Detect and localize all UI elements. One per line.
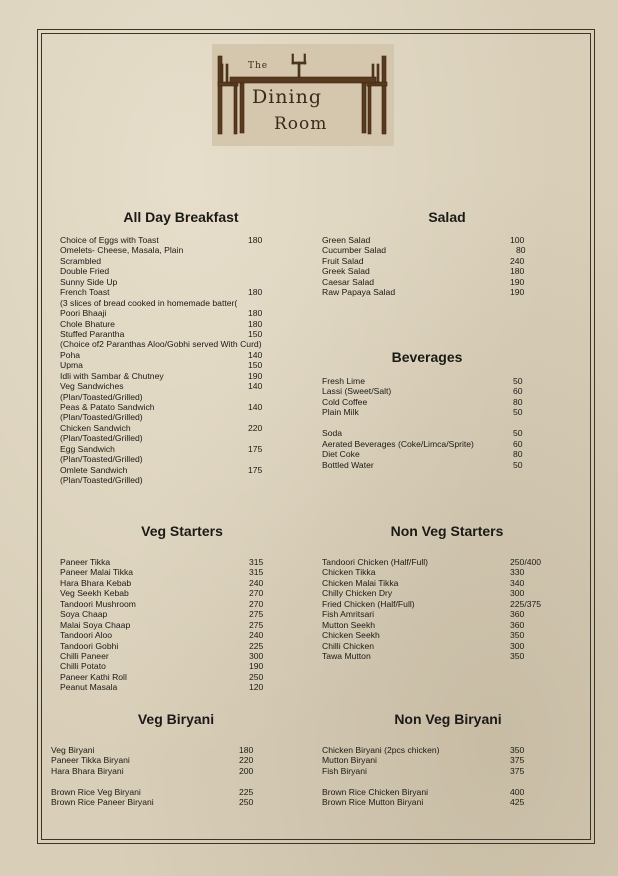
menu-item (60, 475, 280, 485)
menu-item (322, 766, 552, 776)
veg-starters-list (60, 557, 280, 693)
item-price: 375 (510, 765, 525, 776)
heading-all-day-breakfast: All Day Breakfast (123, 209, 239, 225)
menu-item (60, 381, 280, 391)
menu-item (60, 329, 280, 339)
item-price: 100 (510, 235, 525, 245)
item-price: 140 (248, 402, 263, 412)
menu-item (322, 609, 552, 619)
item-name: Poori Bhaaji (60, 308, 107, 319)
menu-item (322, 630, 552, 640)
menu-item (51, 755, 281, 765)
item-name: Chilly Chicken Dry (322, 588, 393, 599)
item-name: Tandoori Aloo (60, 630, 113, 641)
item-name: Fish Biryani (322, 765, 367, 776)
menu-item (322, 256, 532, 266)
item-name: Fish Amritsari (322, 609, 375, 620)
item-price: 315 (249, 557, 264, 567)
item-price: 180 (248, 318, 263, 329)
item-name: Brown Rice Veg Biryani (51, 786, 141, 797)
item-name: Paneer Tikka Biryani (51, 755, 130, 766)
dining-room-logo (212, 44, 394, 146)
menu-item (322, 376, 532, 386)
item-name: Diet Coke (322, 449, 360, 460)
item-price: 275 (249, 619, 264, 630)
item-name: Mutton Seekh (322, 619, 376, 630)
item-price: 50 (513, 407, 523, 418)
item-name: Aerated Beverages (Coke/Limca/Sprite) (322, 438, 474, 449)
item-price: 225 (249, 640, 264, 651)
menu-item (322, 641, 552, 651)
menu-item (322, 418, 532, 428)
menu-item (60, 620, 280, 630)
item-name: Double Fried (60, 266, 110, 277)
item-name: Hara Bhara Biryani (51, 765, 124, 776)
menu-item (322, 588, 552, 598)
menu-item (60, 465, 280, 475)
item-price: 80 (513, 449, 523, 460)
menu-item (60, 371, 280, 381)
menu-item (322, 557, 552, 567)
menu-item (60, 609, 280, 619)
menu-item (60, 245, 280, 255)
item-name: Upma (60, 360, 83, 371)
heading-non-veg-biryani: Non Veg Biryani (394, 711, 502, 727)
non-veg-biryani-list (322, 745, 552, 808)
salad-list (322, 235, 532, 298)
menu-item (60, 266, 280, 276)
item-name: Stuffed Parantha (60, 328, 125, 339)
item-price: 175 (248, 464, 263, 475)
item-name: Choice of Eggs with Toast (60, 235, 159, 245)
item-name: Fruit Salad (322, 255, 364, 266)
menu-item (60, 578, 280, 588)
menu-item (322, 578, 552, 588)
item-price: 60 (513, 438, 523, 449)
menu-item (51, 766, 281, 776)
menu-item (60, 682, 280, 692)
heading-beverages: Beverages (391, 349, 463, 365)
item-name: Soya Chaap (60, 609, 108, 620)
item-price: 200 (239, 765, 254, 776)
item-name: Tandoori Mushroom (60, 598, 136, 609)
item-price: 140 (248, 349, 263, 360)
item-name: Malai Soya Chaap (60, 619, 131, 630)
item-price: 140 (248, 381, 263, 392)
menu-item (322, 745, 552, 755)
item-price: 360 (510, 619, 525, 630)
item-name: Chilli Chicken (322, 640, 375, 651)
item-name: Paneer Kathi Roll (60, 671, 127, 682)
item-price: 350 (510, 745, 525, 755)
item-price: 240 (249, 630, 264, 641)
item-price: 180 (248, 235, 263, 245)
item-name: Fresh Lime (322, 376, 365, 386)
item-name: Green Salad (322, 235, 371, 245)
heading-veg-starters: Veg Starters (141, 523, 223, 539)
menu-item (60, 402, 280, 412)
item-name: Greek Salad (322, 266, 370, 277)
item-price: 190 (248, 370, 263, 381)
item-price: 250/400 (510, 557, 542, 567)
non-veg-starters-list (322, 557, 552, 661)
item-name: Veg Seekh Kebab (60, 588, 129, 599)
item-name: Mutton Biryani (322, 755, 377, 766)
item-name: (Plan/Toasted/Grilled) (60, 454, 143, 465)
logo-room-text: Room (274, 114, 328, 134)
item-name: Cucumber Salad (322, 245, 387, 256)
item-price: 300 (249, 650, 264, 661)
item-price: 330 (510, 567, 525, 578)
item-price: 50 (513, 459, 523, 470)
item-price: 80 (516, 245, 526, 256)
menu-item (60, 454, 280, 464)
item-name: Scrambled (60, 255, 102, 266)
menu-item (60, 567, 280, 577)
menu-item (322, 266, 532, 276)
item-name: Peas & Patato Sandwich (60, 402, 155, 412)
menu-item (60, 392, 280, 402)
item-price: 250 (249, 671, 264, 682)
item-name: (3 slices of bread cooked in homemade batter( (60, 297, 238, 308)
item-name: (Plan/Toasted/Grilled) (60, 412, 143, 423)
item-name: Hara Bhara Kebab (60, 577, 132, 588)
menu-item (60, 661, 280, 671)
item-price: 350 (510, 650, 525, 661)
item-price: 150 (248, 328, 263, 339)
menu-item (60, 641, 280, 651)
menu-item (322, 407, 532, 417)
item-name: Plain Milk (322, 407, 359, 418)
item-price: 60 (513, 386, 523, 397)
menu-item (60, 651, 280, 661)
menu-item (60, 339, 280, 349)
item-name: Chicken Sandwich (60, 422, 131, 433)
menu-item (60, 360, 280, 370)
item-price: 350 (510, 630, 525, 641)
menu-item (322, 755, 552, 765)
menu-item (60, 235, 280, 245)
item-name: Omelets- Cheese, Masala, Plain (60, 245, 184, 256)
item-price: 270 (249, 588, 264, 599)
menu-item (60, 630, 280, 640)
item-price: 300 (510, 588, 525, 599)
item-price: 240 (510, 255, 525, 266)
menu-item (322, 776, 552, 786)
item-price: 190 (510, 276, 525, 287)
item-price: 400 (510, 786, 525, 797)
item-name: French Toast (60, 287, 110, 298)
menu-item (60, 412, 280, 422)
menu-item (51, 797, 281, 807)
item-price: 315 (249, 567, 264, 578)
menu-item (51, 745, 281, 755)
menu-item (60, 588, 280, 598)
item-price: 175 (248, 443, 263, 454)
item-name: Chicken Biryani (2pcs chicken) (322, 745, 440, 755)
item-name: Omlete Sandwich (60, 464, 128, 475)
breakfast-list (60, 235, 280, 486)
menu-item (322, 439, 532, 449)
item-price: 225/375 (510, 598, 542, 609)
item-name: Tandoori Gobhi (60, 640, 119, 651)
item-name: Cold Coffee (322, 396, 368, 407)
item-name: Tawa Mutton (322, 650, 371, 661)
item-name: Chicken Malai Tikka (322, 577, 399, 588)
item-name: Brown Rice Mutton Biryani (322, 797, 424, 808)
item-name: (Plan/Toasted/Grilled) (60, 475, 143, 486)
menu-item (60, 277, 280, 287)
menu-item (322, 277, 532, 287)
item-price: 80 (513, 396, 523, 407)
item-price: 50 (513, 376, 523, 386)
beverages-list (322, 376, 532, 470)
item-name: Veg Sandwiches (60, 381, 124, 392)
item-price: 275 (249, 609, 264, 620)
menu-item (322, 245, 532, 255)
item-name: Paneer Malai Tikka (60, 567, 134, 578)
item-price: 225 (239, 786, 254, 797)
item-name: Egg Sandwich (60, 443, 115, 454)
menu-item (60, 444, 280, 454)
menu-item (60, 256, 280, 266)
veg-biryani-list (51, 745, 281, 808)
item-name: Raw Papaya Salad (322, 287, 396, 298)
item-name: Chicken Seekh (322, 630, 380, 641)
item-name: Chicken Tikka (322, 567, 376, 578)
menu-item (51, 787, 281, 797)
item-name: Peanut Masala (60, 682, 118, 693)
menu-item (322, 386, 532, 396)
menu-item (60, 433, 280, 443)
logo-dining-text: Dining (252, 86, 323, 108)
menu-item (322, 797, 552, 807)
item-name: Paneer Tikka (60, 557, 111, 567)
menu-item (60, 319, 280, 329)
menu-item (60, 423, 280, 433)
menu-item (60, 350, 280, 360)
menu-item (60, 599, 280, 609)
item-name: Sunny Side Up (60, 276, 118, 287)
item-name: Fried Chicken (Half/Full) (322, 598, 415, 609)
item-price: 300 (510, 640, 525, 651)
menu-item (322, 460, 532, 470)
item-price: 180 (510, 266, 525, 277)
menu-item (51, 776, 281, 786)
item-name: (Plan/Toasted/Grilled) (60, 391, 143, 402)
item-name: Idli with Sambar & Chutney (60, 370, 164, 381)
menu-item (60, 287, 280, 297)
item-name: Soda (322, 428, 343, 439)
item-price: 270 (249, 598, 264, 609)
menu-item (322, 787, 552, 797)
logo-the-text: The (248, 61, 269, 71)
item-price: 190 (510, 287, 525, 298)
item-price: 250 (239, 797, 254, 808)
item-price: 180 (248, 308, 263, 319)
menu-item (60, 672, 280, 682)
item-name: Poha (60, 349, 81, 360)
menu-item (60, 308, 280, 318)
item-price: 180 (239, 745, 254, 755)
menu-item (322, 567, 552, 577)
item-price: 340 (510, 577, 525, 588)
menu-item (322, 235, 532, 245)
item-price: 180 (248, 287, 263, 298)
item-name: Chilli Paneer (60, 650, 109, 661)
item-price: 360 (510, 609, 525, 620)
item-price: 220 (239, 755, 254, 766)
menu-item (322, 599, 552, 609)
item-price: 150 (248, 360, 263, 371)
item-price: 120 (249, 682, 264, 693)
item-price: 220 (248, 422, 263, 433)
item-name: Brown Rice Chicken Biryani (322, 786, 429, 797)
menu-item (322, 620, 552, 630)
menu-item (322, 428, 532, 438)
item-name: Brown Rice Paneer Biryani (51, 797, 154, 808)
menu-item (60, 557, 280, 567)
item-price: 50 (513, 428, 523, 439)
menu-item (322, 651, 552, 661)
heading-veg-biryani: Veg Biryani (137, 711, 215, 727)
item-name: Tandoori Chicken (Half/Full) (322, 557, 429, 567)
menu-item (322, 397, 532, 407)
menu-item (322, 449, 532, 459)
menu-item (322, 287, 532, 297)
item-name: Lassi (Sweet/Salt) (322, 386, 392, 397)
item-name: (Plan/Toasted/Grilled) (60, 433, 143, 444)
item-name: (Choice of2 Paranthas Aloo/Gobhi served With Curd) (60, 339, 262, 350)
item-price: 240 (249, 577, 264, 588)
item-name: Chole Bhature (60, 318, 115, 329)
item-name: Veg Biryani (51, 745, 95, 755)
item-price: 375 (510, 755, 525, 766)
menu-item (60, 298, 280, 308)
item-price: 190 (249, 661, 264, 672)
item-price: 425 (510, 797, 525, 808)
item-name: Caesar Salad (322, 276, 375, 287)
heading-salad: Salad (428, 209, 466, 225)
item-name: Bottled Water (322, 459, 374, 470)
item-name: Chilli Potato (60, 661, 106, 672)
heading-non-veg-starters: Non Veg Starters (390, 523, 504, 539)
